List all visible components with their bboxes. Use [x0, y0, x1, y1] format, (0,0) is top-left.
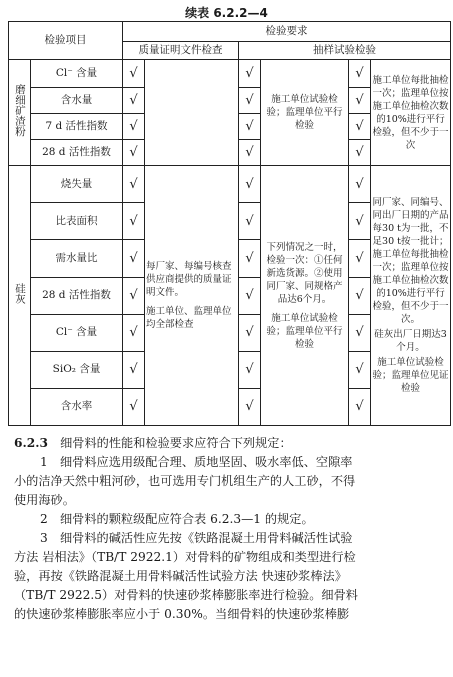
header-doc-check: 质量证明文件检查: [123, 42, 239, 60]
item-label: 比表面积: [31, 203, 123, 240]
check-mark: √: [123, 140, 145, 166]
check-mark: √: [349, 114, 371, 140]
table-title: 续表 6.2.2—4: [185, 6, 268, 20]
item-label: 含水率: [31, 388, 123, 425]
clause-text: 细骨料的性能和检验要求应符合下列规定：: [60, 436, 292, 450]
check-mark: √: [239, 166, 261, 203]
check-mark: √: [349, 277, 371, 314]
clause-number: 6.2.3: [14, 436, 48, 450]
header-sample-check: 抽样试验检验: [239, 42, 451, 60]
ash-right-text-3: 施工单位试验检验；监理单位见证检验: [372, 357, 449, 395]
check-mark: √: [239, 203, 261, 240]
check-mark: √: [239, 60, 261, 88]
check-mark: √: [239, 277, 261, 314]
ash-mid-text-1: 下列情况之一时，检验一次：①任何新选货源。②使用同厂家、同规格产品达6个月。: [266, 241, 343, 305]
check-mark: √: [349, 88, 371, 114]
empty-cell: [145, 60, 239, 166]
slag-freq-text: 施工单位每批抽检一次；监理单位按施工单位抽检次数的10%进行平行检验，但不少于一次: [371, 60, 451, 166]
item-label: 含水量: [31, 88, 123, 114]
check-mark: √: [123, 166, 145, 203]
check-mark: √: [123, 277, 145, 314]
check-mark: √: [239, 388, 261, 425]
ash-right-text: [371, 166, 451, 426]
check-mark: √: [123, 88, 145, 114]
check-mark: √: [349, 240, 371, 277]
check-mark: √: [349, 388, 371, 425]
check-mark: √: [349, 314, 371, 351]
check-mark: √: [239, 314, 261, 351]
ash-mid-text: [261, 166, 349, 426]
header-item: 检验项目: [9, 22, 123, 60]
slag-unit-text: 施工单位试验检验；监理单位平行检验: [261, 60, 349, 166]
ash-right-text-2: 硅灰出厂日期达3个月。: [374, 329, 447, 354]
body-line: 的快速砂浆棒膨胀率应小于 0.30%。当细骨料的快速砂浆棒膨: [14, 607, 350, 621]
check-mark: √: [123, 203, 145, 240]
item-label: Cl⁻ 含量: [31, 314, 123, 351]
ash-doc-text: [145, 166, 239, 426]
check-mark: √: [239, 88, 261, 114]
check-mark: √: [123, 351, 145, 388]
check-mark: √: [239, 240, 261, 277]
item-label: 烧失量: [31, 166, 123, 203]
body-text: [14, 434, 449, 624]
check-mark: √: [349, 140, 371, 166]
item-label: 7 d 活性指数: [31, 114, 123, 140]
body-line: 方法 岩相法》（TB/T 2922.1）对骨料的矿物组成和类型进行检: [14, 550, 356, 564]
check-mark: √: [349, 60, 371, 88]
header-requirement: 检验要求: [123, 22, 451, 42]
check-mark: √: [123, 60, 145, 88]
item-label: 28 d 活性指数: [31, 277, 123, 314]
body-line: 3 细骨料的碱活性应先按《铁路混凝土用骨料碱活性试验: [40, 531, 353, 545]
body-line: 验，再按《铁路混凝土用骨料碱活性试验方法 快速砂浆棒法》: [14, 569, 347, 583]
body-line: 2 细骨料的颗粒级配应符合表 6.2.3—1 的规定。: [40, 512, 314, 526]
ash-doc-text-1: 每厂家、每编号核查供应商提供的质量证明文件。: [146, 261, 232, 299]
body-line: 1 细骨料应选用级配合理、质地坚固、吸水率低、空隙率: [40, 455, 353, 469]
check-mark: √: [123, 114, 145, 140]
group-silica-fume: 硅灰: [9, 166, 31, 426]
check-mark: √: [123, 314, 145, 351]
check-mark: √: [239, 114, 261, 140]
ash-doc-text-2: 施工单位、监理单位均全部检查: [146, 306, 232, 331]
check-mark: √: [349, 166, 371, 203]
body-line: 使用海砂。: [14, 493, 75, 507]
item-label: Cl⁻ 含量: [31, 60, 123, 88]
check-mark: √: [349, 203, 371, 240]
inspection-table: [8, 21, 451, 426]
check-mark: √: [123, 240, 145, 277]
check-mark: √: [239, 351, 261, 388]
check-mark: √: [123, 388, 145, 425]
body-line: （TB/T 2922.5）对骨料的快速砂浆棒膨胀率进行检验。细骨料: [14, 588, 358, 602]
check-mark: √: [349, 351, 371, 388]
check-mark: √: [239, 140, 261, 166]
item-label: SiO₂ 含量: [31, 351, 123, 388]
body-line: 小的洁净天然中粗河砂，也可选用专门机组生产的人工砂，不得: [14, 474, 356, 488]
ash-right-text-1: 同厂家、同编号、同出厂日期的产品每30 t为一批，不足30 t按一批计；施工单位每批抽检一次；监理单位按施工单位抽检次数的10%进行平行检验，但不少于一次。: [372, 197, 449, 326]
item-label: 28 d 活性指数: [31, 140, 123, 166]
item-label: 需水量比: [31, 240, 123, 277]
group-slag: 磨细矿渣粉: [9, 60, 31, 166]
ash-mid-text-2: 施工单位试验检验；监理单位平行检验: [266, 312, 343, 350]
